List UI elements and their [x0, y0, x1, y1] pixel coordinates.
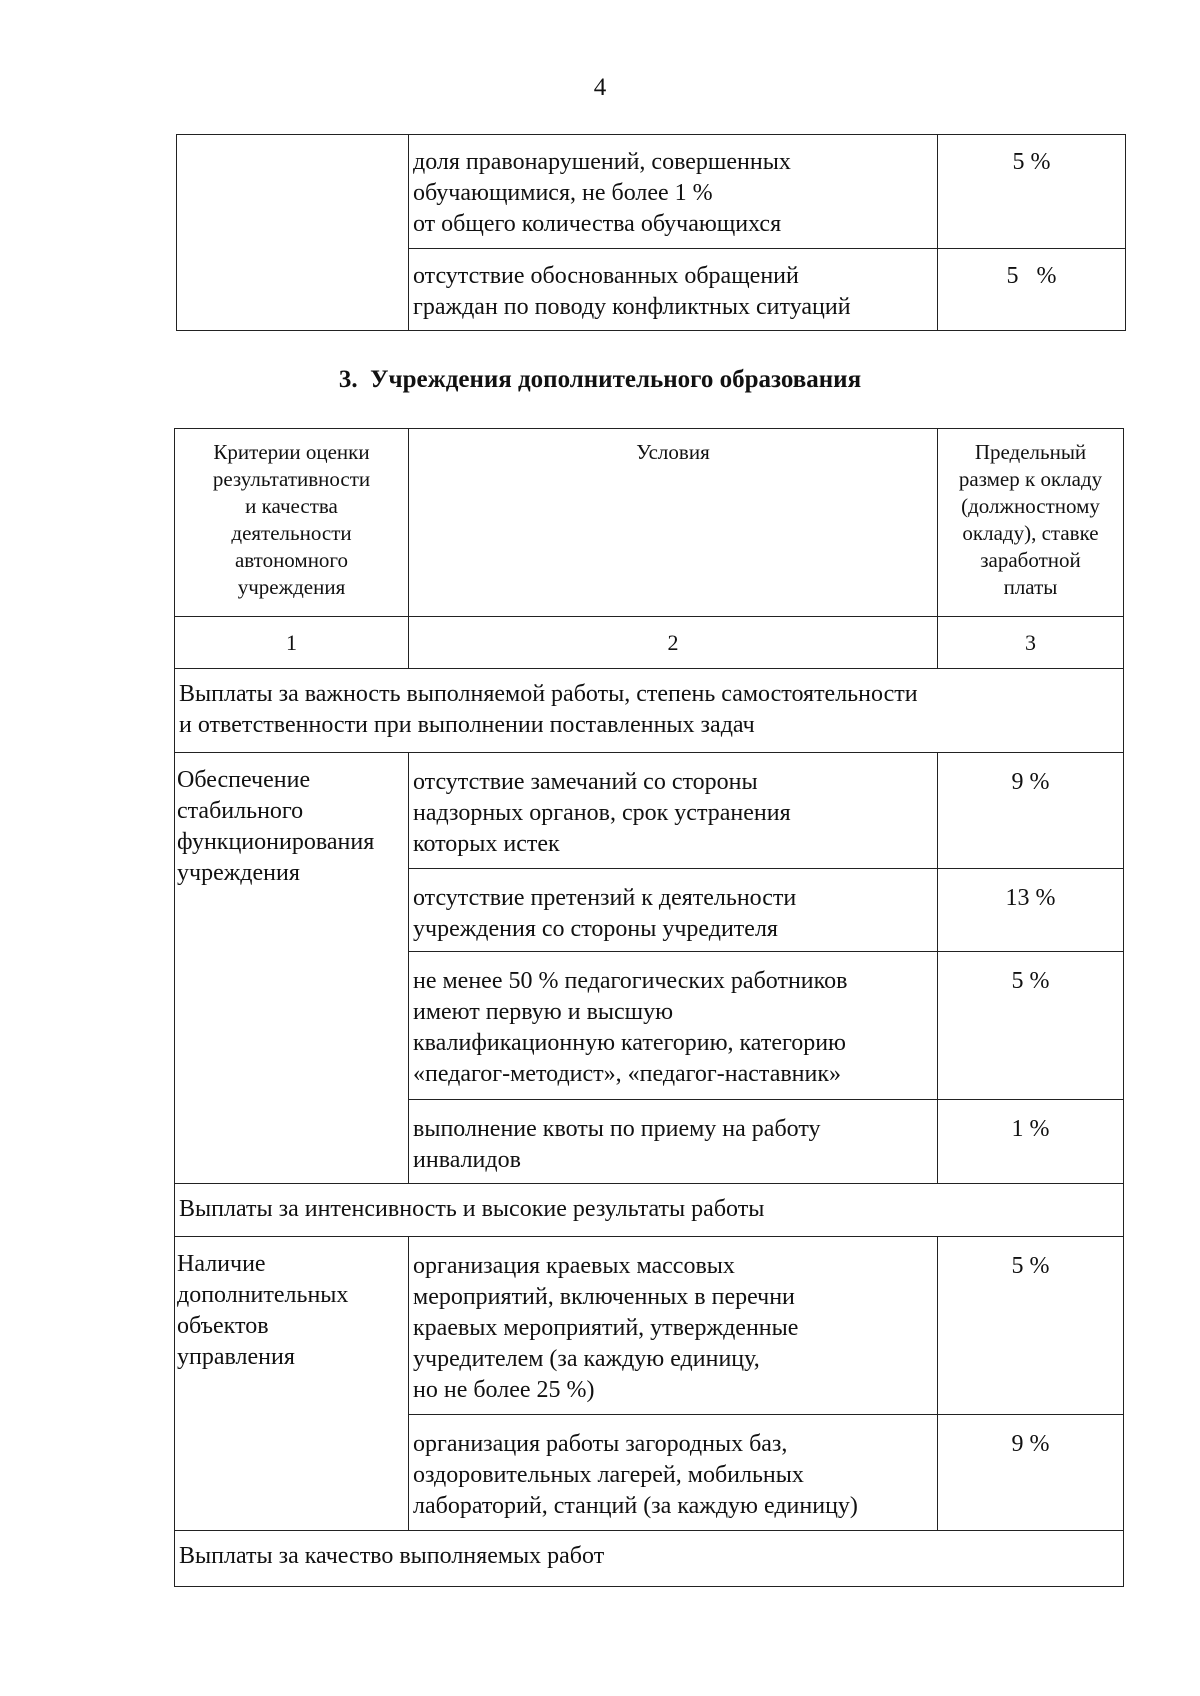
group-title-line: Выплаты за важность выполняемой работы, степень самостоятельности [179, 681, 918, 707]
criterion-cell [175, 753, 409, 1184]
condition-line: не менее 50 % педагогических работников [413, 968, 848, 994]
condition-line: организация краевых массовых [413, 1253, 735, 1279]
table-row [175, 753, 1124, 869]
column-number: 2 [409, 617, 938, 669]
condition-cell [409, 952, 938, 1100]
column-number: 3 [938, 617, 1124, 669]
header-line: результативности [212, 467, 371, 491]
condition-line: учреждения со стороны учредителя [413, 916, 778, 942]
condition-cell [409, 249, 938, 331]
header-line: платы [1003, 575, 1058, 599]
header-line: размер к окладу [958, 467, 1103, 491]
header-conditions: Условия [409, 429, 938, 617]
group-title: Выплаты за интенсивность и высокие результаты работы [175, 1184, 1124, 1237]
condition-line: инвалидов [413, 1147, 521, 1173]
group-title-line: и ответственности при выполнении поставленных задач [179, 712, 755, 738]
criterion-line: стабильного [177, 798, 304, 824]
header-line: и качества [245, 494, 338, 518]
condition-line: но не более 25 %) [413, 1377, 595, 1403]
group-header-row [175, 1531, 1124, 1587]
criterion-line: Наличие [177, 1251, 266, 1277]
condition-line: доля правонарушений, совершенных [413, 149, 791, 175]
group-title: Выплаты за качество выполняемых работ [175, 1531, 1124, 1587]
condition-line: мероприятий, включенных в перечни [413, 1284, 795, 1310]
group-header-row [175, 1184, 1124, 1237]
header-line: Предельный [974, 440, 1087, 464]
group-header-row [175, 669, 1124, 753]
condition-line: учредителем (за каждую единицу, [413, 1346, 760, 1372]
header-line: Критерии оценки [213, 440, 370, 464]
header-line: автономного [234, 548, 349, 572]
header-line: окладу), ставке [962, 521, 1099, 545]
condition-line: оздоровительных лагерей, мобильных [413, 1462, 804, 1488]
value-cell: 9 % [938, 1415, 1124, 1531]
value-cell: 5 % [938, 249, 1126, 331]
condition-cell [409, 135, 938, 249]
condition-line: от общего количества обучающихся [413, 211, 782, 237]
condition-line: надзорных органов, срок устранения [413, 800, 791, 826]
table-row [177, 135, 1126, 249]
condition-line: лабораторий, станций (за каждую единицу) [413, 1493, 858, 1519]
criterion-line: дополнительных [177, 1282, 349, 1308]
condition-line: краевых мероприятий, утвержденные [413, 1315, 799, 1341]
condition-line: которых истек [413, 831, 560, 857]
header-line: учреждения [237, 575, 346, 599]
group-title [175, 669, 1124, 753]
header-row [175, 429, 1124, 617]
criterion-line: управления [177, 1344, 295, 1370]
condition-line: «педагог-методист», «педагог-наставник» [413, 1061, 842, 1087]
value-cell: 9 % [938, 753, 1124, 869]
condition-line: обучающимися, не более 1 % [413, 180, 713, 206]
condition-cell [409, 869, 938, 952]
header-criteria [175, 429, 409, 617]
criterion-line: объектов [177, 1313, 269, 1339]
value-cell: 5 % [938, 952, 1124, 1100]
condition-line: отсутствие претензий к деятельности [413, 885, 797, 911]
column-number: 1 [175, 617, 409, 669]
condition-line: организация работы загородных баз, [413, 1431, 788, 1457]
condition-cell [409, 1415, 938, 1531]
value-cell: 13 % [938, 869, 1124, 952]
condition-cell [409, 1237, 938, 1415]
value-cell: 1 % [938, 1100, 1124, 1184]
criterion-cell [175, 1237, 409, 1531]
section-title: 3. Учреждения дополнительного образования [338, 366, 862, 393]
table-row [175, 1237, 1124, 1415]
criterion-line: функционирования [177, 829, 375, 855]
condition-line: имеют первую и высшую [413, 999, 674, 1025]
criterion-line: учреждения [177, 860, 300, 886]
column-number-row [175, 617, 1124, 669]
header-line: (должностному [961, 494, 1100, 518]
page-number: 4 [593, 74, 607, 101]
continuation-table [176, 134, 1126, 331]
value-cell: 5 % [938, 1237, 1124, 1415]
criterion-line: Обеспечение [177, 767, 311, 793]
condition-line: квалификационную категорию, категорию [413, 1030, 846, 1056]
condition-cell [409, 753, 938, 869]
empty-criterion-cell [177, 135, 409, 331]
criteria-table [174, 428, 1124, 1587]
condition-line: выполнение квоты по приему на работу [413, 1116, 821, 1142]
condition-cell [409, 1100, 938, 1184]
condition-line: граждан по поводу конфликтных ситуаций [413, 294, 851, 320]
header-max-size [938, 429, 1124, 617]
value-cell: 5 % [938, 135, 1126, 249]
header-line: заработной [980, 548, 1081, 572]
condition-line: отсутствие замечаний со стороны [413, 769, 758, 795]
condition-line: отсутствие обоснованных обращений [413, 263, 799, 289]
header-line: деятельности [231, 521, 352, 545]
